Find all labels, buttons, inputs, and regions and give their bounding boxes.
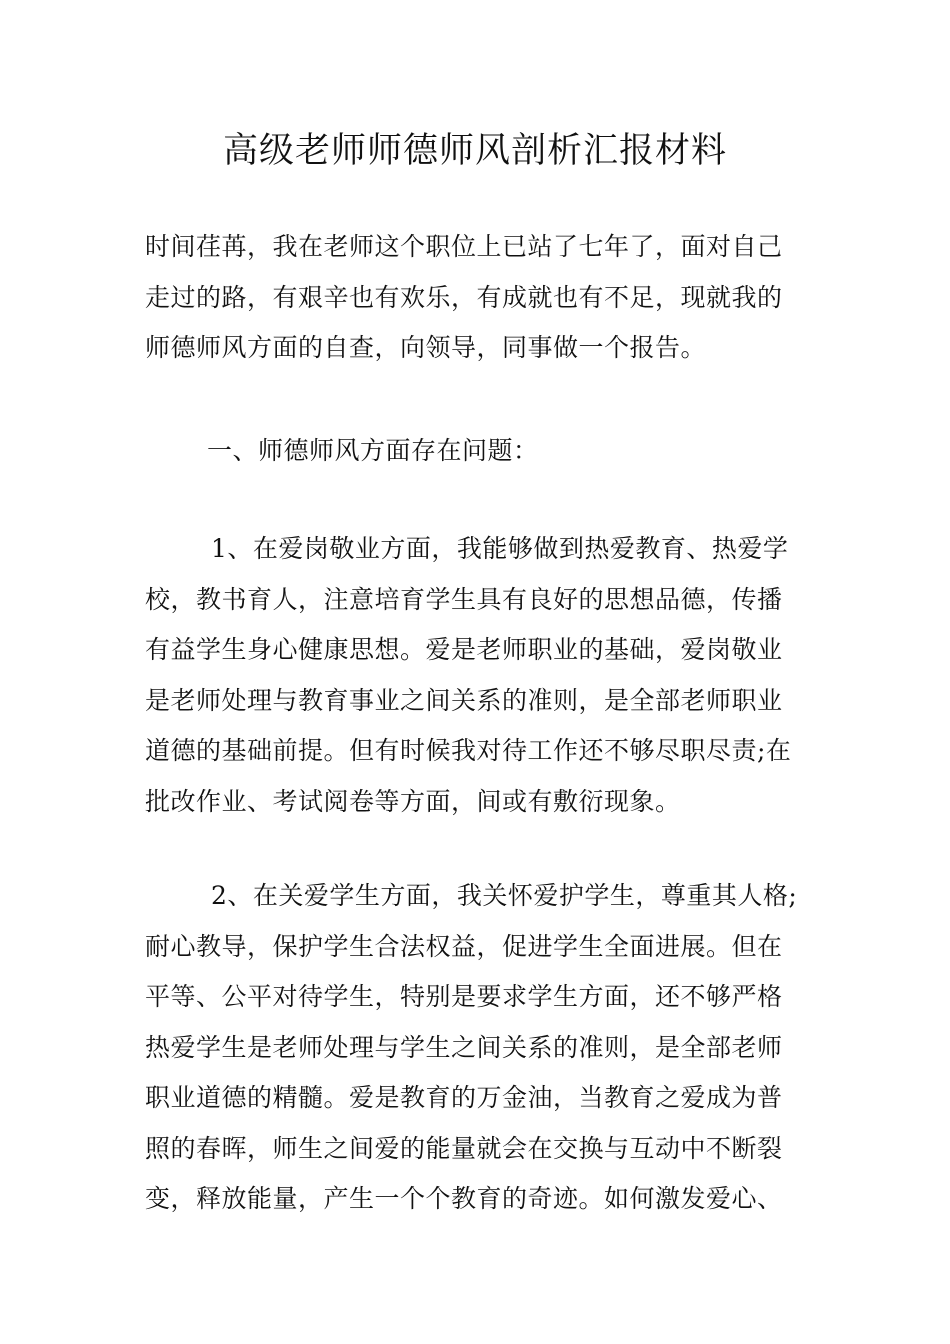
intro-line: 走过的路，有艰辛也有欢乐，有成就也有不足，现就我的 (145, 282, 783, 312)
item2-line: 2、在关爱学生方面，我关怀爱护学生，尊重其人格; (211, 881, 798, 910)
item1-paragraph (145, 524, 807, 827)
section-heading: 一、师德师风方面存在问题： (207, 436, 539, 465)
item2-paragraph (145, 871, 807, 1225)
item2-line: 职业道德的精髓。爱是教育的万金油，当教育之爱成为普 (145, 1083, 783, 1112)
item1-line: 1、在爱岗敬业方面，我能够做到热爱教育、热爱学 (211, 534, 789, 563)
intro-line: 时间荏苒，我在老师这个职位上已站了七年了，面对自己 (145, 232, 783, 261)
item2-line: 平等、公平对待学生，特别是要求学生方面，还不够严格 (145, 982, 783, 1011)
item1-line: 是老师处理与教育事业之间关系的准则，是全部老师职业 (145, 685, 783, 715)
item1-line: 校，教书育人，注意培育学生具有良好的思想品德，传播 (145, 584, 783, 614)
section-heading-paragraph (145, 426, 807, 477)
intro-line: 师德师风方面的自查，向领导，同事做一个报告。 (145, 333, 707, 362)
item2-line: 热爱学生是老师处理与学生之间关系的准则，是全部老师 (145, 1032, 783, 1062)
item1-line: 批改作业、考试阅卷等方面，间或有敷衍现象。 (145, 786, 681, 816)
item2-line: 照的春晖，师生之间爱的能量就会在交换与互动中不断裂 (145, 1133, 783, 1163)
intro-paragraph (145, 222, 807, 374)
item1-line: 有益学生身心健康思想。爱是老师职业的基础，爱岗敬业 (145, 635, 783, 664)
item2-line: 变，释放能量，产生一个个教育的奇迹。如何激发爱心、 (145, 1184, 783, 1213)
item1-line: 道德的基础前提。但有时候我对待工作还不够尽职尽责;在 (145, 736, 792, 765)
item2-line: 耐心教导，保护学生合法权益，促进学生全面进展。但在 (145, 931, 783, 961)
document-title: 高级老师师德师风剖析汇报材料 (222, 131, 727, 171)
